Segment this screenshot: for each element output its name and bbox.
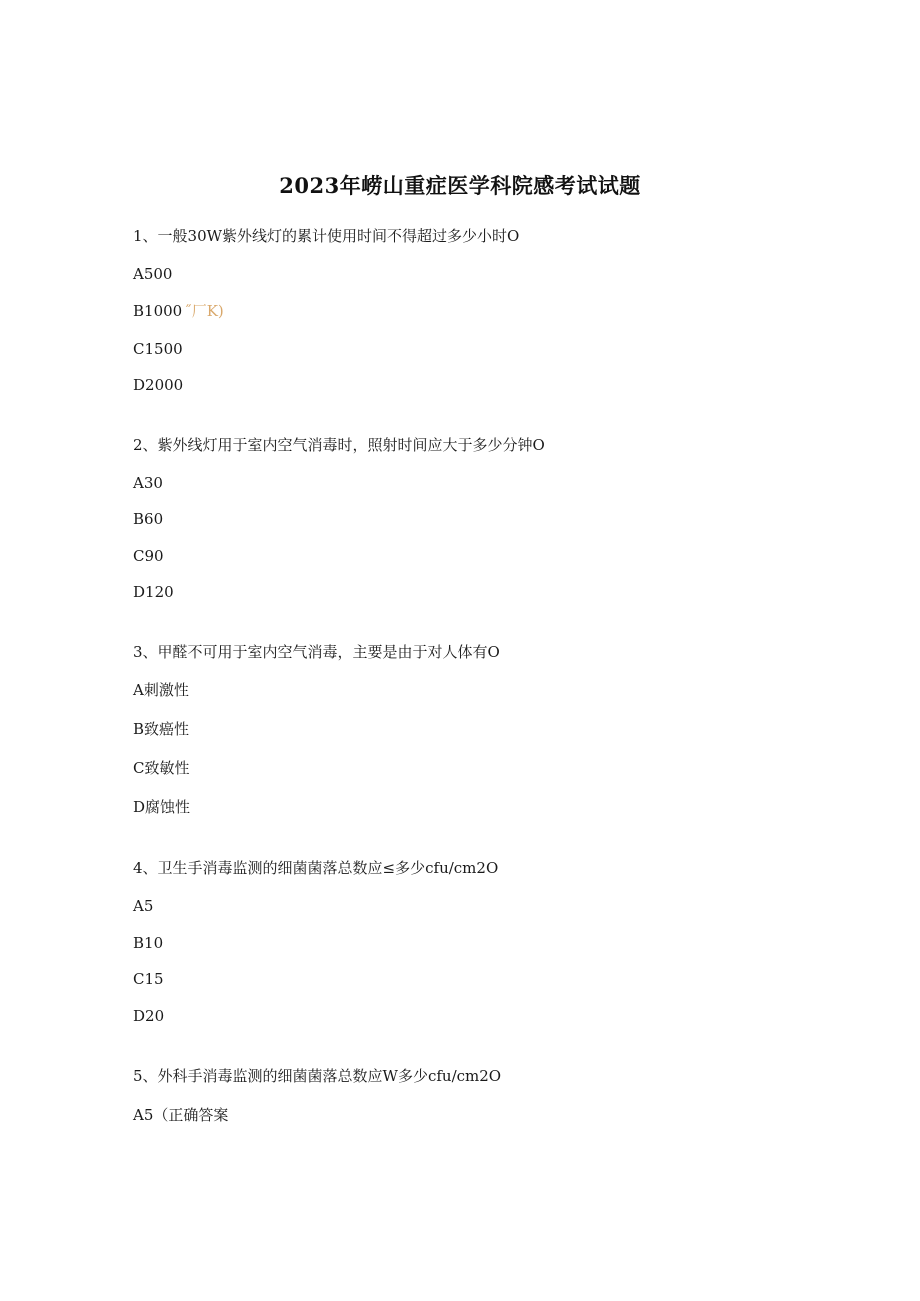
question-3-option-a: A刺激性 [133,681,189,699]
question-1-option-b [133,301,224,321]
handwritten-annotation: ˝厂K) [184,302,224,320]
question-5-stem: 5、外科手消毒监测的细菌菌落总数应W多少cfu/cm2O [133,1067,502,1085]
question-1-option-a: A500 [133,265,173,283]
question-1-option-c: C1500 [133,340,183,358]
question-4-option-c: C15 [133,970,164,988]
question-4-option-d: D20 [133,1007,165,1025]
question-1-stem: 1、一般30W紫外线灯的累计使用时间不得超过多少小时O [133,227,520,245]
question-2-option-c: C90 [133,547,164,565]
question-2-stem: 2、紫外线灯用于室内空气消毒时，照射时间应大于多少分钟O [133,436,545,454]
question-3-option-d: D腐蚀性 [133,798,191,816]
question-3-option-c: C致敏性 [133,759,190,777]
question-4-stem: 4、卫生手消毒监测的细菌菌落总数应≤多少cfu/cm2O [133,859,499,877]
question-2-option-b: B60 [133,510,164,528]
question-3-stem: 3、甲醛不可用于室内空气消毒，主要是由于对人体有O [133,643,500,661]
option-text: B1000 [133,302,183,320]
question-1-option-d: D2000 [133,376,184,394]
question-5-option-a: A5（正确答案 [133,1106,229,1124]
question-3-option-b: B致癌性 [133,720,190,738]
question-2-option-d: D120 [133,583,174,601]
question-2-option-a: A30 [133,474,163,492]
page-title: 2023年崂山重症医学科院感考试试题 [279,173,641,198]
question-4-option-a: A5 [133,897,154,915]
question-4-option-b: B10 [133,934,164,952]
